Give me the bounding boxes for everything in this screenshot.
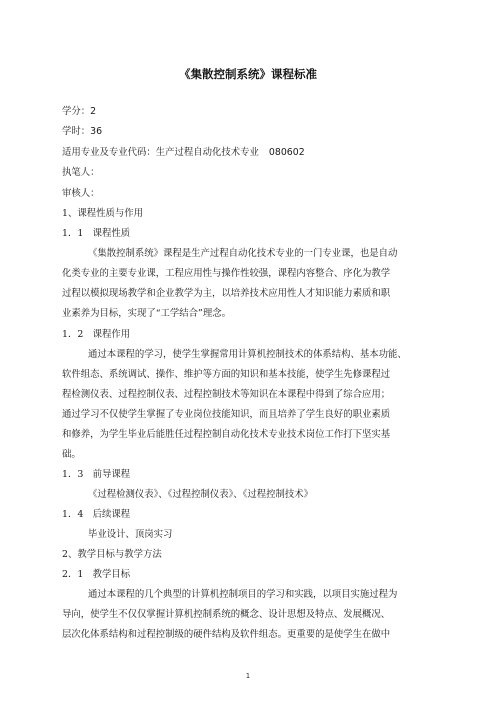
major-code: 080602 bbox=[268, 147, 305, 158]
paragraph-line: 导向，使学生不仅仅掌握计算机控制系统的概念、设计思想及特点、发展概况、 bbox=[62, 609, 391, 620]
section-1-4-heading: 1．4 后续课程 bbox=[62, 509, 131, 520]
section-1-heading: 1、课程性质与作用 bbox=[62, 208, 143, 219]
reviewer: 审核人： bbox=[62, 188, 100, 199]
section-1-2-heading: 1．2 课程作用 bbox=[62, 329, 131, 340]
hours: 学时：36 bbox=[62, 126, 103, 137]
section-2-heading: 2、教学目标与教学方法 bbox=[62, 549, 162, 560]
major-label: 适用专业及专业代码：生产过程自动化技术专业 bbox=[62, 147, 259, 158]
paragraph-line: 通过本课程的几个典型的计算机控制项目的学习和实践，以项目实施过程为 bbox=[88, 589, 398, 600]
prerequisite-courses: 《过程检测仪表》、《过程控制仪表》、《过程控制技术》 bbox=[88, 489, 313, 500]
follow-up-courses: 毕业设计、顶岗实习 bbox=[88, 529, 173, 540]
section-2-1-heading: 2．1 教学目标 bbox=[62, 569, 131, 580]
paragraph-line: 层次化体系结构和过程控制级的硬件结构及软件组态。更重要的是使学生在做中 bbox=[62, 629, 391, 640]
credits: 学分：2 bbox=[62, 106, 97, 117]
page-number: 1 bbox=[245, 672, 251, 680]
document-title: 《集散控制系统》课程标准 bbox=[179, 67, 317, 81]
paragraph-line: 通过本课程的学习，使学生掌握常用计算机控制技术的体系结构、基本功能、 bbox=[88, 349, 407, 360]
paragraph-line: 础。 bbox=[62, 449, 81, 460]
paragraph-line: 程检测仪表、过程控制仪表、过程控制技术等知识在本课程中得到了综合应用； bbox=[62, 389, 391, 400]
author: 执笔人： bbox=[62, 167, 100, 178]
paragraph-line: 软件组态、系统调试、操作、维护等方面的知识和基本技能，使学生先修课程过 bbox=[62, 369, 391, 380]
paragraph-line: 化类专业的主要专业课，工程应用性与操作性较强，课程内容整合、序化为教学 bbox=[62, 268, 391, 279]
major-line bbox=[62, 147, 305, 159]
section-1-3-heading: 1．3 前导课程 bbox=[62, 469, 131, 480]
paragraph-line: 《集散控制系统》课程是生产过程自动化技术专业的一门专业课，也是自动 bbox=[88, 248, 398, 259]
paragraph-line: 过程以模拟现场教学和企业教学为主，以培养技术应用性人才知识能力素质和职 bbox=[62, 288, 391, 299]
paragraph-line: 和修养，为学生毕业后能胜任过程控制自动化技术专业技术岗位工作打下坚实基 bbox=[62, 429, 391, 440]
section-1-1-heading: 1．1 课程性质 bbox=[62, 228, 131, 239]
paragraph-line: 业素养为目标，实现了“工学结合”理念。 bbox=[62, 308, 231, 319]
paragraph-line: 通过学习不仅使学生掌握了专业岗位技能知识，而且培养了学生良好的职业素质 bbox=[62, 409, 391, 420]
